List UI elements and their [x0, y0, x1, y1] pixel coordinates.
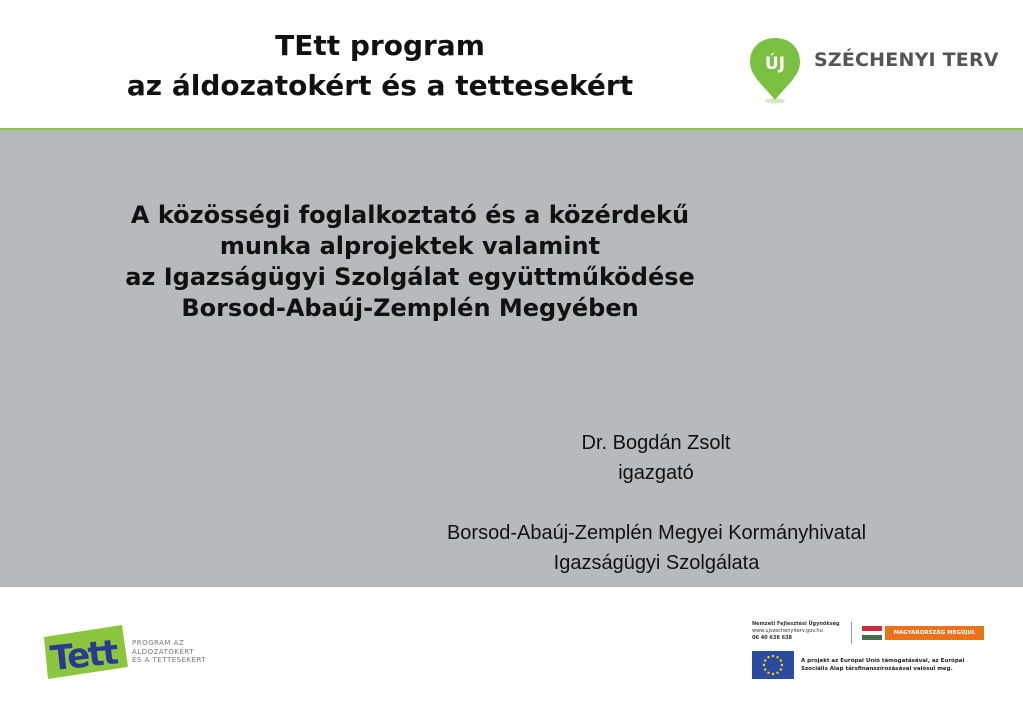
presenter-role: igazgató [618, 462, 694, 484]
nfu-name: Nemzeti Fejlesztési Ügynökség [752, 621, 840, 627]
organization-line2: Igazságügyi Szolgálata [553, 552, 760, 574]
tett-badge-icon [42, 623, 130, 681]
tett-caption-line: PROGRAM AZ [132, 639, 185, 647]
szechenyi-terv-logo [748, 36, 999, 104]
slide-footer [0, 587, 1023, 712]
tett-caption [132, 639, 206, 665]
eu-funding-line: Szociális Alap társfinanszírozásával valósul meg. [801, 665, 953, 672]
main-title-line: munka alprojektek valamint [219, 232, 601, 260]
organization-line1: Borsod-Abaúj-Zemplén Megyei Kormányhivatal [446, 522, 867, 544]
tett-caption-line: ÉS A TETTESEKÉRT [132, 656, 207, 664]
tett-program-logo [42, 623, 207, 681]
tett-badge-text: Tett [48, 632, 119, 680]
content-panel [0, 130, 1023, 587]
presenter-block [548, 428, 764, 488]
map-pin-icon [748, 36, 802, 104]
tett-caption-line: ÁLDOZATOKÉRT [132, 647, 195, 656]
eu-flag-icon [752, 651, 794, 679]
nfu-divider [851, 622, 852, 644]
main-title-line: A közösségi foglalkoztató és a közérdekű [130, 201, 690, 229]
header-title [30, 26, 730, 106]
nfu-website: www.ujszechenyiterv.gov.hu [752, 628, 823, 634]
eu-funding-text [801, 658, 964, 673]
nfu-phone: 06 40 638 638 [752, 635, 793, 641]
main-title-line: az Igazságügyi Szolgálat együttműködése [125, 263, 695, 291]
organization-block [380, 518, 933, 578]
eu-funding-line: A projekt az Európai Unió támogatásával, az Európai [801, 658, 965, 664]
funding-logos [752, 621, 992, 681]
header-title-line2: az áldozatokért és a tettesekért [126, 69, 634, 102]
main-title [20, 200, 800, 324]
slide-header [0, 0, 1023, 128]
hungarian-flag-icon [862, 626, 882, 640]
magyarorszag-megujul-badge: MAGYARORSZÁG MEGÚJUL [885, 626, 984, 640]
header-title-line1: TEtt program [275, 29, 485, 62]
presenter-name: Dr. Bogdán Zsolt [581, 432, 731, 454]
pin-label: ÚJ [764, 54, 786, 74]
nfu-info [752, 621, 840, 642]
szechenyi-terv-text: SZÉCHENYI TERV [814, 49, 999, 71]
main-title-line: Borsod-Abaúj-Zemplén Megyében [181, 294, 639, 322]
